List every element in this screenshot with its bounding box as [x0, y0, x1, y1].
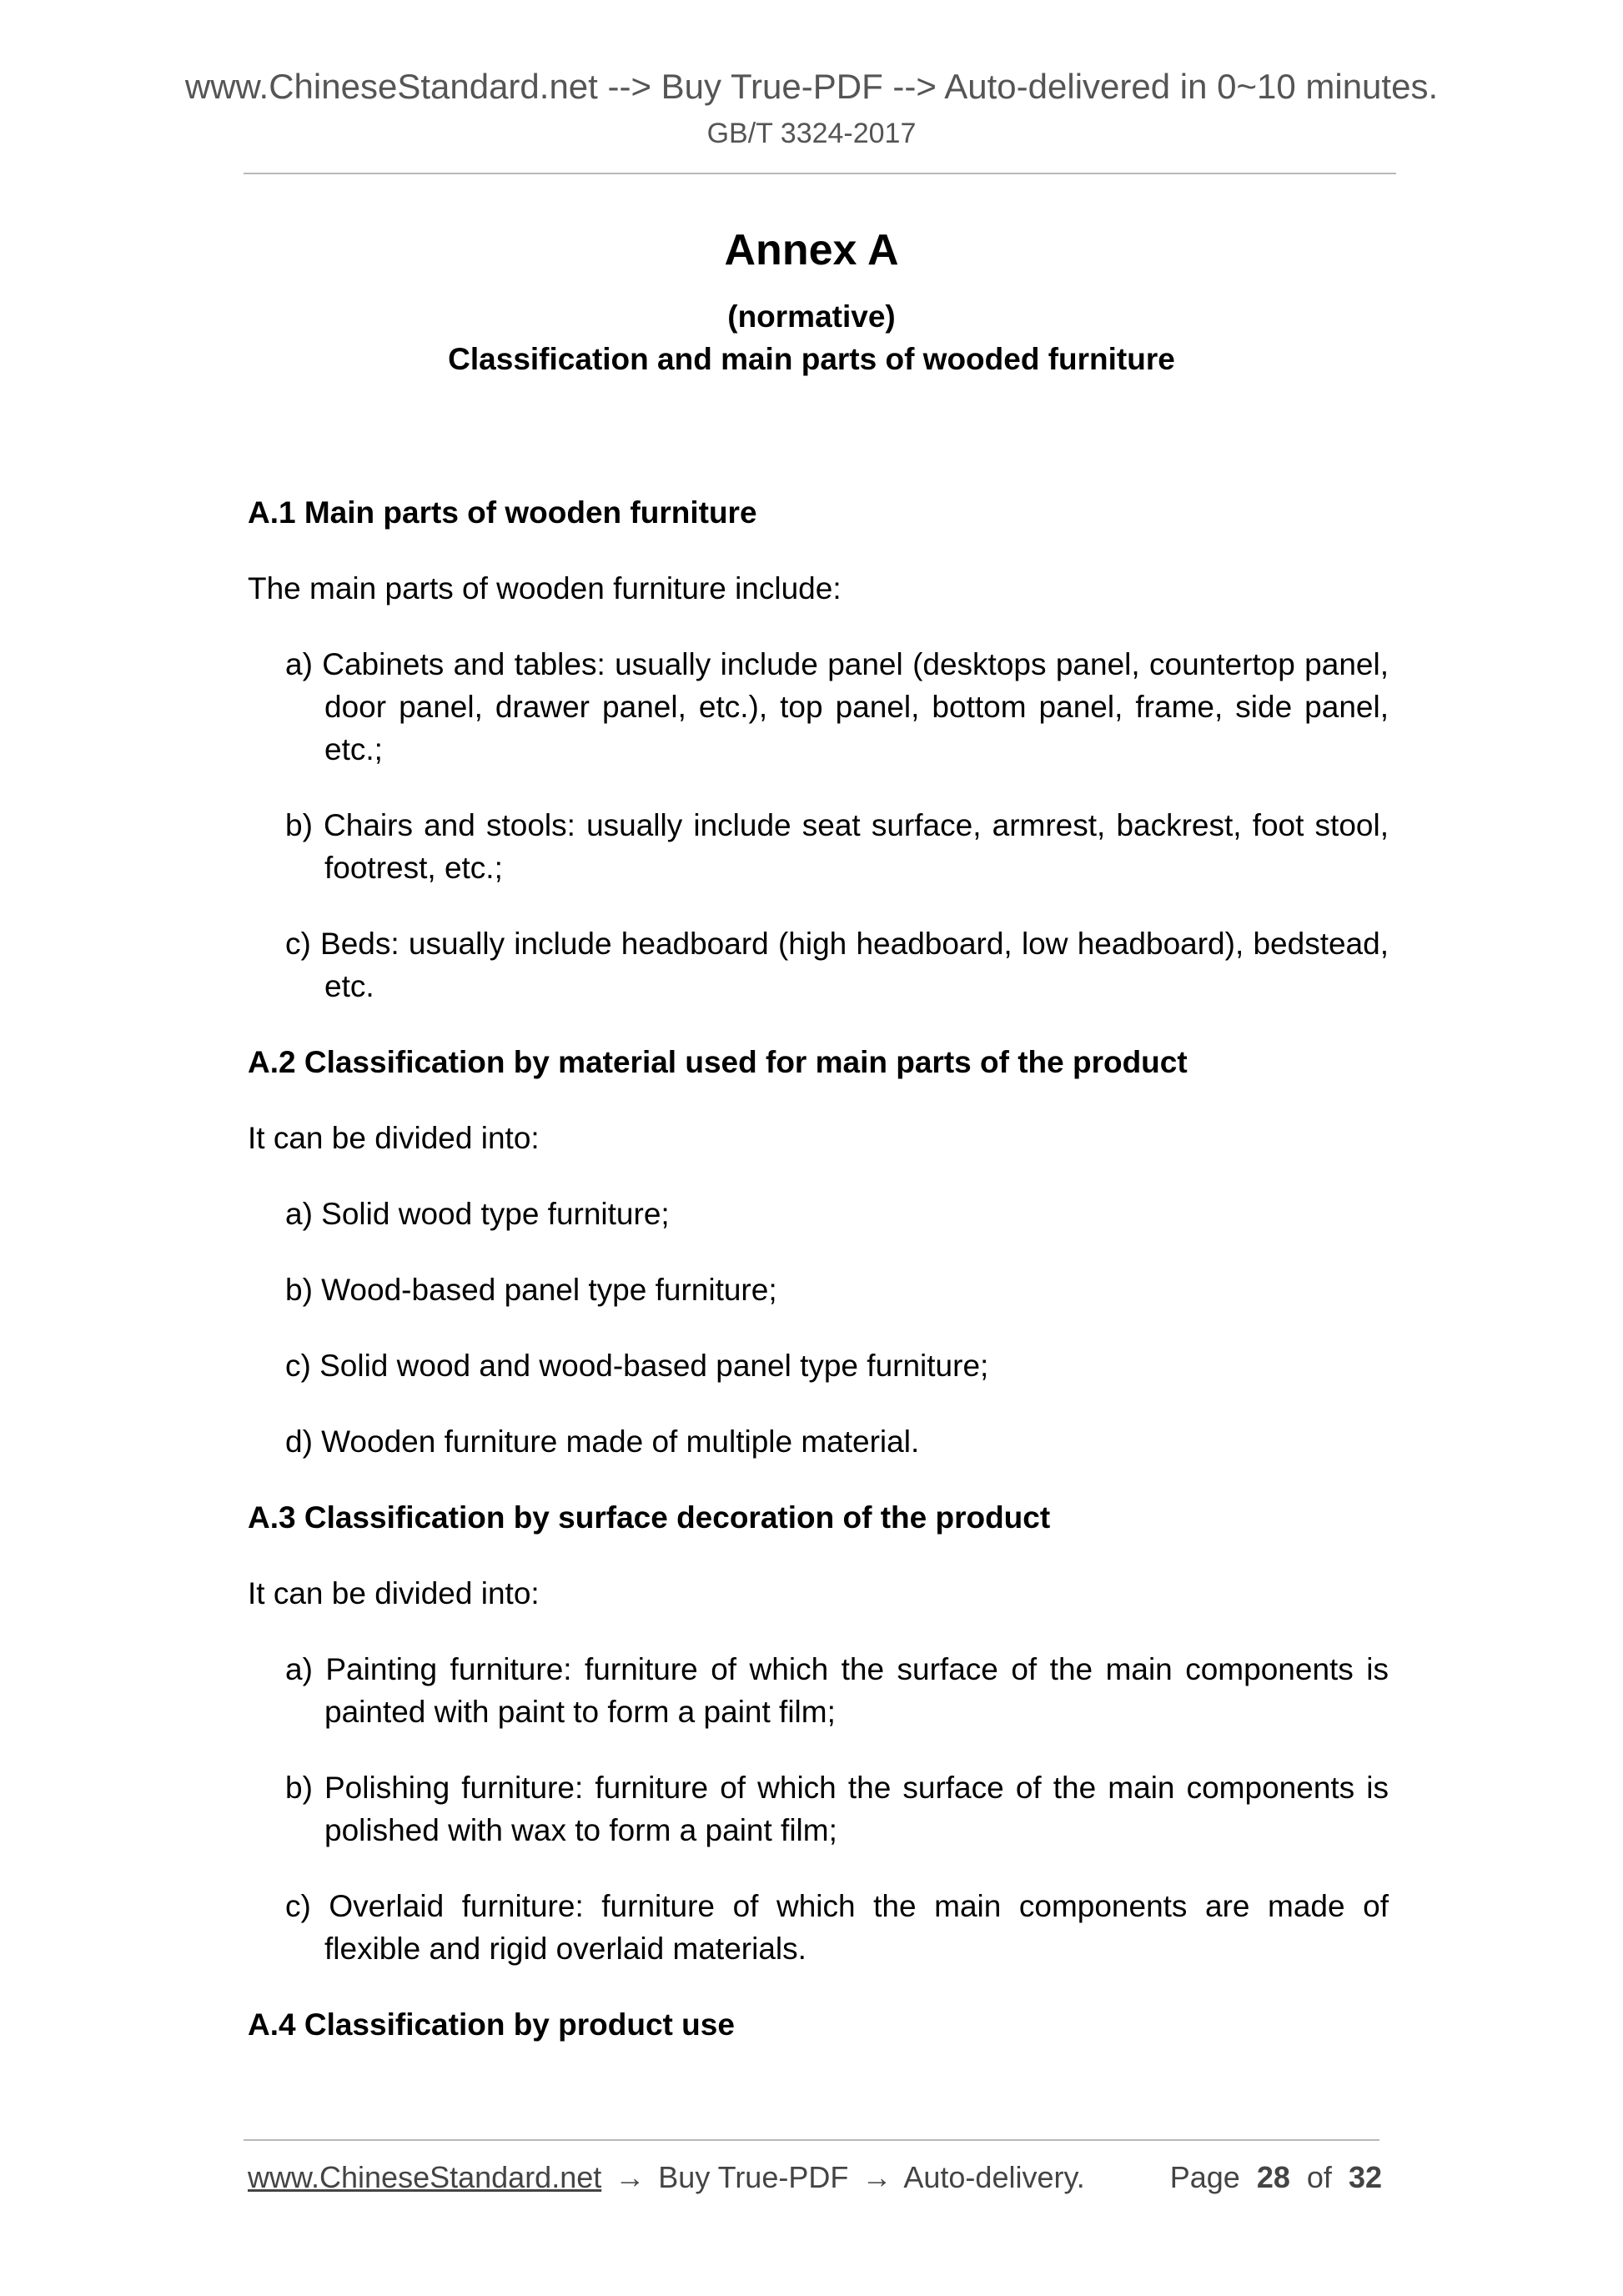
- arrow-right-icon: →: [615, 2160, 646, 2194]
- list-item: a) Painting furniture: furniture of which the surface of the main components is painted with paint to form a paint film;: [285, 1652, 1389, 1729]
- section-heading-a2: A.2 Classification by material used for main parts of the product: [248, 1045, 1188, 1079]
- page-total: 32: [1348, 2160, 1382, 2194]
- list-item: b) Chairs and stools: usually include seat surface, armrest, backrest, foot stool, footrest, etc.;: [285, 808, 1389, 885]
- page-footer: [248, 2160, 1382, 2195]
- list-item: a) Cabinets and tables: usually include panel (desktops panel, countertop panel, door panel, drawer panel, etc.), top panel, bottom panel, frame, side panel, etc.;: [285, 647, 1389, 766]
- page-indicator: [1170, 2160, 1382, 2195]
- footer-divider: [244, 2139, 1379, 2141]
- annex-type: (normative): [727, 299, 896, 334]
- list-item: a) Solid wood type furniture;: [285, 1197, 670, 1231]
- header-banner: www.ChineseStandard.net --> Buy True-PDF --> Auto-delivered in 0~10 minutes.: [184, 67, 1439, 106]
- list-item: c) Overlaid furniture: furniture of which the main components are made of flexible and rigid overlaid materials.: [285, 1889, 1389, 1966]
- page-label: Page: [1169, 2160, 1240, 2194]
- annex-caption: Classification and main parts of wooded furniture: [448, 342, 1175, 376]
- footer-site-link[interactable]: www.ChineseStandard.net: [248, 2160, 602, 2194]
- section-heading-a1: A.1 Main parts of wooden furniture: [248, 495, 757, 530]
- list-item: b) Wood-based panel type furniture;: [285, 1273, 777, 1307]
- list-item: c) Solid wood and wood-based panel type furniture;: [285, 1349, 989, 1383]
- section-heading-a3: A.3 Classification by surface decoration of the product: [248, 1500, 1051, 1535]
- arrow-right-icon: →: [862, 2160, 892, 2194]
- section-intro-a3: It can be divided into:: [248, 1576, 540, 1610]
- section-heading-a4: A.4 Classification by product use: [248, 2007, 735, 2042]
- footer-delivery-text: Auto-delivery.: [903, 2160, 1085, 2194]
- section-intro-a1: The main parts of wooden furniture include:: [248, 571, 842, 605]
- list-item: d) Wooden furniture made of multiple material.: [285, 1424, 920, 1459]
- page-number: 28: [1256, 2160, 1290, 2194]
- list-item: c) Beds: usually include headboard (high headboard, low headboard), bedstead, etc.: [285, 927, 1389, 1003]
- annex-title: Annex A: [724, 226, 899, 274]
- list-item: b) Polishing furniture: furniture of which the surface of the main components is polished with wax to form a paint film;: [285, 1771, 1389, 1847]
- document-body: [248, 491, 1389, 2079]
- section-intro-a2: It can be divided into:: [248, 1121, 540, 1155]
- of-label: of: [1306, 2160, 1332, 2194]
- document-code: GB/T 3324-2017: [706, 118, 917, 149]
- header-divider: [244, 173, 1396, 174]
- footer-buy-text: Buy True-PDF: [658, 2160, 849, 2194]
